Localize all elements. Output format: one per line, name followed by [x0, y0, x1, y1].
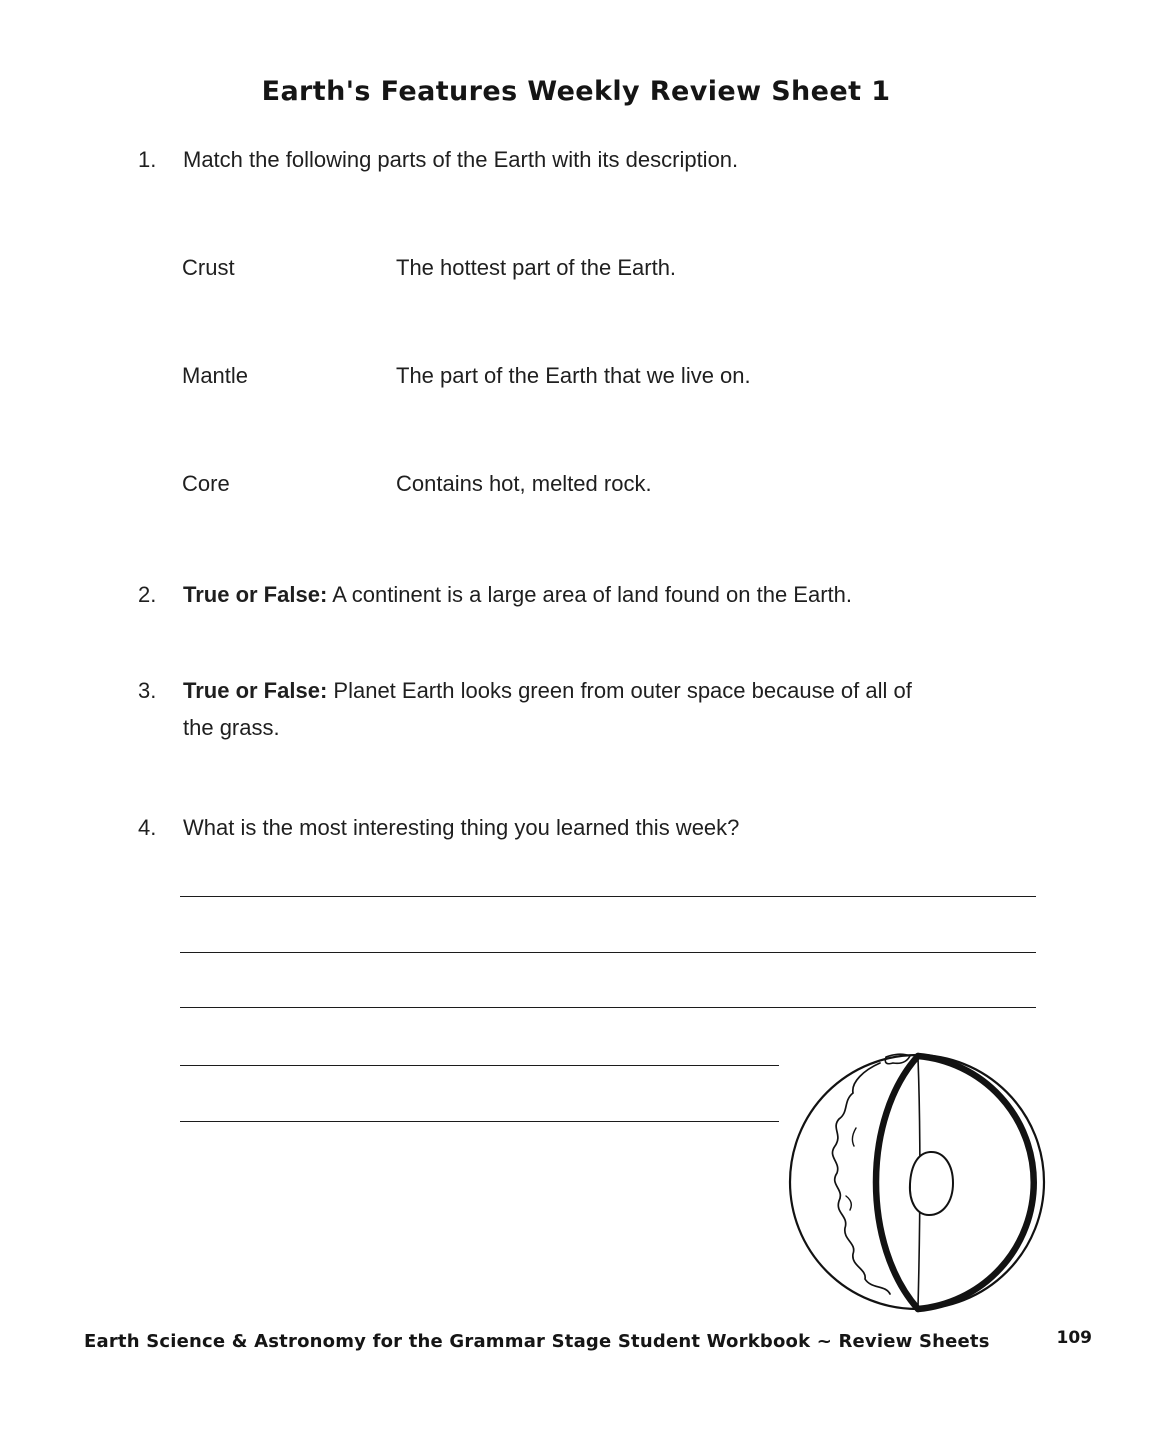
question-3-text-line1: Planet Earth looks green from outer space because of all of: [333, 678, 912, 703]
question-3-bold-prefix: True or False:: [183, 678, 328, 703]
answer-line: [180, 1065, 779, 1066]
match-term-crust: Crust: [182, 255, 235, 280]
inner-core: [910, 1152, 953, 1215]
question-3-line-2: [138, 709, 1118, 746]
question-1-text: Match the following parts of the Earth with its description.: [183, 147, 739, 172]
question-1-number: 1.: [138, 147, 157, 172]
question-4-text: What is the most interesting thing you learned this week?: [183, 815, 740, 840]
question-1: [138, 146, 1058, 174]
question-2-bold-prefix: True or False:: [183, 582, 328, 607]
match-description-2: The part of the Earth that we live on.: [396, 363, 751, 388]
earth-cross-section-diagram: [780, 1035, 1065, 1330]
match-term-core: Core: [182, 471, 230, 496]
question-2-text: A continent is a large area of land found on the Earth.: [332, 582, 852, 607]
match-row-crust: [182, 255, 676, 281]
question-3-line-1: [138, 672, 1118, 709]
question-3: [138, 672, 1118, 746]
question-4: [138, 814, 1058, 842]
page-title: Earth's Features Weekly Review Sheet 1: [261, 76, 891, 107]
page-number: 109: [1056, 1328, 1092, 1348]
answer-line: [180, 1007, 1036, 1008]
answer-line: [180, 896, 1036, 897]
question-3-number: 3.: [138, 678, 157, 703]
match-description-1: The hottest part of the Earth.: [396, 255, 677, 280]
match-description-3: Contains hot, melted rock.: [396, 471, 652, 496]
footer-text: Earth Science & Astronomy for the Grammar Stage Student Workbook ~ Review Sheets: [84, 1331, 990, 1352]
match-row-mantle: [182, 363, 751, 389]
question-2: [138, 581, 1098, 609]
question-3-text-line2: the grass.: [183, 715, 280, 740]
answer-line: [180, 1121, 779, 1122]
question-4-number: 4.: [138, 815, 157, 840]
question-2-number: 2.: [138, 582, 157, 607]
match-row-core: [182, 471, 652, 497]
match-term-mantle: Mantle: [182, 363, 249, 388]
answer-line: [180, 952, 1036, 953]
